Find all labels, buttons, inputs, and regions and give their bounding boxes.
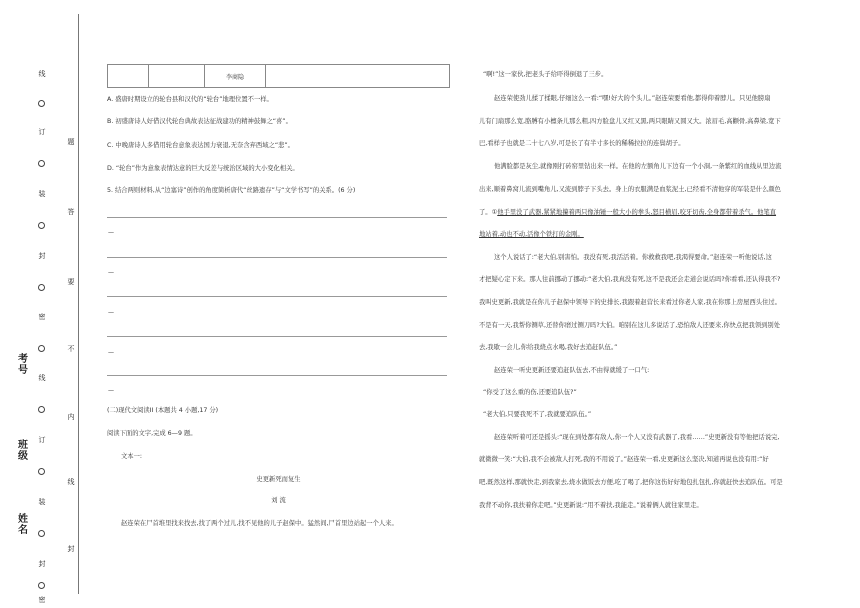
answer-dash: — [108, 349, 114, 356]
paragraph-line [479, 209, 776, 217]
answer-dash: — [108, 387, 114, 394]
paragraph-line: 就微微一笑:“大伯,我不会被敌人打死,我的不用说了。”赵连荣一看,史更新这么坚决,知道再说也没有用:“好 [479, 456, 769, 463]
paragraph: 赵连荣一听史更新还要追赶队伍去,不由得就缓了一口气: [494, 367, 650, 374]
binding-mark: 密 [38, 313, 46, 321]
seal-mark: 线 [67, 478, 75, 486]
option-a: A. 盛唐时期设立的轮台县和汉代的“轮台”地理位置不一样。 [107, 96, 273, 103]
seal-mark: 封 [67, 545, 75, 553]
exam-number-label: 考号 [18, 354, 28, 376]
table-cell [108, 65, 149, 88]
answer-dash: — [108, 269, 114, 276]
answer-line [107, 257, 447, 258]
seal-mark: 要 [67, 278, 75, 286]
table-cell [266, 65, 450, 88]
option-c: C. 中晚唐诗人多借用轮台意象表达国力衰退,无奈含弃西域之“悲”。 [107, 142, 294, 149]
paragraph: “你受了这么重的伤,还要追队伍?” [483, 389, 577, 396]
seal-mark: 内 [67, 413, 75, 421]
answer-line [107, 217, 447, 218]
binding-hole-icon [38, 582, 45, 589]
author: 刘 流 [271, 497, 286, 504]
seal-mark: 不 [67, 345, 75, 353]
binding-mark: 订 [38, 436, 46, 444]
underlined-text: 地站着,动也不动,活像个铁打的金刚。 [479, 231, 584, 238]
paragraph-line: 这个人说话了:“老大伯,别害怕。我没有死,我活活着。你救救我吧,我渴得要命。”赵连荣一听他说话,这 [494, 254, 772, 261]
binding-line [78, 14, 79, 594]
paragraph-line: 不是有一天,我帮你铡草,还替你磨过铡刀吗?大伯。咱别在这儿多说话了,恐怕敌人还要来,你快点把我领到别处 [479, 322, 781, 329]
paragraph-line: 他满脸都是灰尘,就像刚打砖窑里钻出来一样。在他的左额角儿下边有一个小洞,一条紫红的血线从里边流 [494, 163, 782, 170]
answer-line [107, 336, 447, 337]
binding-hole-icon [38, 406, 45, 413]
seal-mark: 答 [67, 208, 75, 216]
instruction: 阅读下面的文字,完成 6—9 题。 [107, 430, 197, 437]
underlined-text: 他手里没了武器,紧紧地攥着两只像油锤一般大小的拳头,怒目横眉,咬牙切齿,全身都带着杀气。他笔直 [497, 209, 777, 216]
answer-line [107, 375, 447, 376]
paragraph-line: 赵连荣听着可还是摇头:“现在到处都有敌人,你一个人又没有武器了,我看……”史更新没有等他把话说完, [494, 434, 780, 441]
paragraph-line: 去,我歇一会儿,你给我烧点水喝,我好去追赶队伍。” [479, 344, 618, 351]
binding-hole-icon [38, 284, 45, 291]
binding-hole-icon [38, 222, 45, 229]
binding-hole-icon [38, 530, 45, 537]
question-5: 5. 结合两则材料,从“边塞诗”创作的角度简析唐代“丝路遗存”与“文学书写”的关系。(6 分) [107, 187, 356, 194]
table-cell-poet: 李商隐 [205, 65, 266, 88]
paragraph-line: 才把疑心定下来。那人往前挪动了挪动:“老大伯,我真没有死,这不是我还会走道会说话吗?你看看,还认得我不? [479, 276, 781, 283]
paragraph-line: 儿有门扇那么宽,胳膊有小檩条儿那么粗,四方脸盘儿又红又黑,两只眼睛又圆又大。浓眉毛,高颧骨,高鼻梁,宽下 [479, 118, 781, 125]
binding-mark: 封 [38, 560, 46, 568]
binding-mark: 线 [38, 374, 46, 382]
paragraph-line: 我叫史更新,我就是在你儿子赵保中领导下的史排长,我跟着赵营长来看过你老人家,我在你那上房屋西头住过。 [479, 299, 781, 306]
binding-hole-icon [38, 160, 45, 167]
paragraph-line: 我背不动你,我扶着你走吧。”史更新说:“用不着扶,我能走。”说着俩人就往家里走。 [479, 502, 703, 509]
paragraph-line: 出来,顺着鼻窝儿流到嘴角儿,又流到脖子下头去。身上的衣服满是血浆泥土,已经看不清他穿的军装是什么颜色 [479, 186, 781, 193]
paragraph-line: 赵连荣使劲儿揉了揉眼,仔细这么一看:“嘿!好大的个头儿。”赵连荣要看他,都得仰着脖儿。只见他膀扇 [494, 95, 771, 102]
class-label: 班级 [18, 440, 28, 462]
text-label: 文本一: [121, 453, 143, 460]
first-paragraph: 赵连荣在尸首堆里找来找去,找了两个过儿,找不见他的儿子赵保中。猛然间,尸首里边站起一个人来。 [121, 520, 398, 527]
binding-hole-icon [38, 468, 45, 475]
paragraph: “老大伯,只要我死不了,我就要追队伍。” [483, 411, 592, 418]
binding-mark: 订 [38, 128, 46, 136]
paragraph: “啊!”这一家伙,把老头子给吓得倒退了三步。 [483, 71, 608, 78]
paragraph-line: 吧,既然这样,那就快走,到我家去,烧水做饭去方便,吃了喝了,把你这伤好好地包扎包扎,你就赶快去追队伍。可是 [479, 479, 783, 486]
answer-dash: — [108, 229, 114, 236]
seal-mark: 题 [67, 138, 75, 146]
marker: 了。① [479, 209, 498, 216]
option-d: D. “轮台”作为意象表情达意的巨大反差与统治区域的大小变化相关。 [107, 165, 299, 172]
binding-hole-icon [38, 345, 45, 352]
table-cell [149, 65, 205, 88]
binding-mark: 装 [38, 190, 46, 198]
answer-dash: — [108, 309, 114, 316]
binding-hole-icon [38, 100, 45, 107]
answer-line [107, 296, 447, 297]
paragraph-line: 巴,看样子也就是二十七八岁,可是长了有半寸多长的稀稀拉拉的连鬓胡子。 [479, 140, 685, 147]
option-b: B. 初盛唐诗人好借汉代轮台典故表达征战建功的精神鼓舞之“喜”。 [107, 118, 292, 125]
binding-mark: 线 [38, 70, 46, 78]
binding-mark: 封 [38, 252, 46, 260]
name-label: 姓名 [18, 514, 28, 536]
binding-mark: 装 [38, 498, 46, 506]
top-table [107, 64, 450, 88]
article-title: 史更新死而复生 [256, 476, 301, 483]
section-title: (二)现代文阅读II (本题共 4 小题,17 分) [107, 407, 219, 414]
binding-mark: 密 [38, 596, 46, 604]
